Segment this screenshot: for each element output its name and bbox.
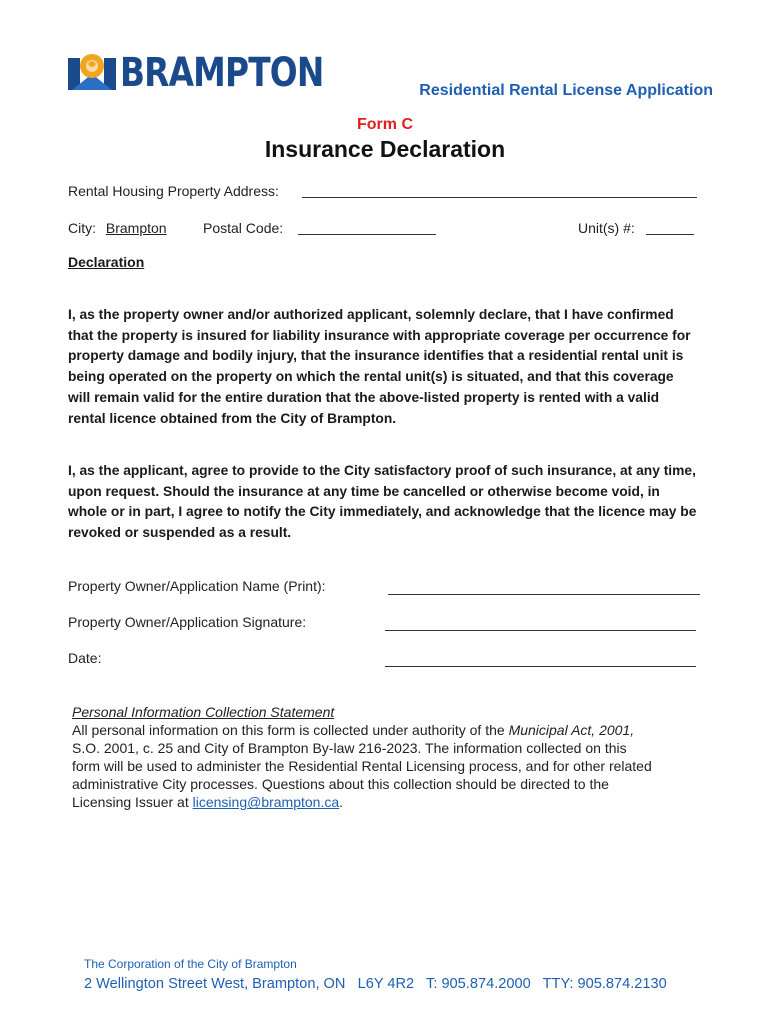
declaration-heading: Declaration [68, 254, 145, 270]
application-title: Residential Rental License Application [419, 82, 713, 99]
licensing-email-link[interactable]: licensing@brampton.ca [192, 794, 340, 811]
unit-field[interactable] [646, 234, 694, 235]
owner-name-label: Property Owner/Application Name (Print): [68, 578, 326, 594]
owner-signature-label: Property Owner/Application Signature: [68, 614, 307, 630]
declaration-paragraph-2: I, as the applicant, agree to provide to the City satisfactory proof of such insurance, at any time, upon request. Should the insurance at any time be cancelled or otherwise become void, in whole or in part, I agree to notify the City immediately, and acknowledge that the licence may be revoked or suspended as a result. [68, 463, 697, 541]
postal-code-label: Postal Code: [203, 220, 284, 236]
date-field[interactable] [385, 666, 696, 667]
privacy-text-c: . [339, 794, 344, 811]
logo-wordmark: BRAMPTON [120, 50, 324, 96]
postal-code-field[interactable] [298, 234, 436, 235]
privacy-statement [72, 703, 652, 812]
date-label: Date: [68, 650, 102, 666]
city-value: Brampton [105, 220, 167, 236]
address-label: Rental Housing Property Address: [68, 183, 279, 199]
privacy-text-b: S.O. 2001, c. 25 and City of Brampton By-law 216-2023. The information collected on this form will be used to administer the Residential Rental Licensing process, and for other related administrative City processes. Questions about this collection should be directed to the Licensing Issuer at [72, 740, 652, 811]
page-title: Insurance Declaration [264, 136, 506, 162]
privacy-heading: Personal Information Collection Statement [72, 704, 335, 720]
privacy-text-a: All personal information on this form is collected under authority of the [72, 722, 509, 739]
city-label: City: [68, 220, 96, 236]
brampton-logo [68, 50, 368, 96]
act-name: Municipal Act, 2001, [508, 722, 635, 739]
declaration-paragraph-1: I, as the property owner and/or authorized applicant, solemnly declare, that I have confirmed that the property is insured for liability insurance with appropriate coverage per occurrence for property damage and bodily injury, that the insurance identifies that a residential rental unit is being operated on the property on which the rental unit(s) is situated, and that this coverage will remain valid for the entire duration that the above-listed property is rented with a valid rental licence obtained from the City of Brampton. [68, 307, 691, 426]
address-row [68, 183, 279, 199]
footer-address: 2 Wellington Street West, Brampton, ON L6Y 4R2 T: 905.874.2000 TTY: 905.874.2130 [84, 976, 667, 992]
owner-name-field[interactable] [388, 594, 700, 595]
unit-label: Unit(s) #: [578, 220, 635, 236]
brampton-logo-icon [68, 50, 116, 96]
owner-signature-field[interactable] [385, 630, 696, 631]
footer-corporation: The Corporation of the City of Brampton [84, 957, 297, 971]
form-label: Form C [357, 116, 413, 133]
address-field[interactable] [302, 197, 697, 198]
privacy-body [72, 721, 652, 811]
city-row [68, 220, 167, 236]
